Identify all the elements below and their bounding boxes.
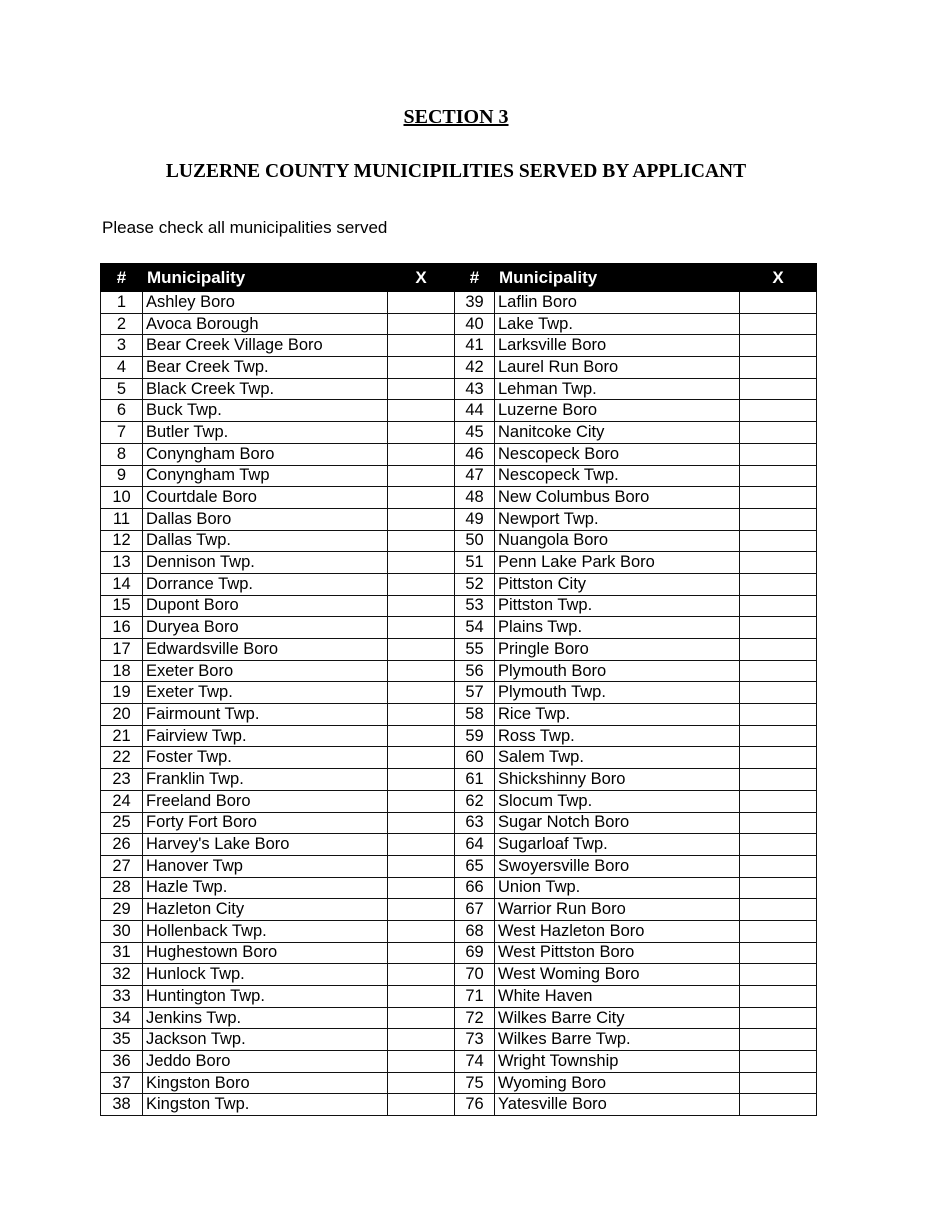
municipality-number-cell: 40 [455, 313, 495, 335]
municipality-number-cell: 52 [455, 573, 495, 595]
municipality-name-cell: Ashley Boro [143, 292, 388, 314]
municipality-name-cell: Ross Twp. [495, 725, 740, 747]
municipality-number-cell: 16 [101, 617, 143, 639]
table-row [101, 443, 817, 465]
municipality-number-cell: 2 [101, 313, 143, 335]
municipality-number-cell: 49 [455, 508, 495, 530]
municipality-number-cell: 15 [101, 595, 143, 617]
served-checkbox-cell[interactable] [740, 747, 817, 769]
table-row [101, 747, 817, 769]
municipality-name-cell: Penn Lake Park Boro [495, 552, 740, 574]
served-checkbox-cell[interactable] [388, 704, 455, 726]
municipality-name-cell: Dennison Twp. [143, 552, 388, 574]
served-checkbox-cell[interactable] [740, 530, 817, 552]
municipality-number-cell: 74 [455, 1051, 495, 1073]
table-row [101, 422, 817, 444]
served-checkbox-cell[interactable] [740, 1072, 817, 1094]
municipality-name-cell: Conyngham Twp [143, 465, 388, 487]
table-row [101, 920, 817, 942]
served-checkbox-cell[interactable] [388, 1051, 455, 1073]
served-checkbox-cell[interactable] [740, 487, 817, 509]
served-checkbox-cell[interactable] [740, 443, 817, 465]
served-checkbox-cell[interactable] [740, 1094, 817, 1116]
municipality-number-cell: 25 [101, 812, 143, 834]
municipality-number-cell: 41 [455, 335, 495, 357]
table-row [101, 335, 817, 357]
served-checkbox-cell[interactable] [740, 877, 817, 899]
municipality-number-cell: 27 [101, 855, 143, 877]
municipality-name-cell: Conyngham Boro [143, 443, 388, 465]
served-checkbox-cell[interactable] [388, 1094, 455, 1116]
served-checkbox-cell[interactable] [388, 530, 455, 552]
table-row [101, 769, 817, 791]
municipality-number-cell: 73 [455, 1029, 495, 1051]
served-checkbox-cell[interactable] [740, 422, 817, 444]
served-checkbox-cell[interactable] [388, 573, 455, 595]
table-row [101, 617, 817, 639]
table-row [101, 790, 817, 812]
served-checkbox-cell[interactable] [388, 855, 455, 877]
municipality-name-cell: Buck Twp. [143, 400, 388, 422]
served-checkbox-cell[interactable] [740, 834, 817, 856]
municipality-number-cell: 47 [455, 465, 495, 487]
municipality-name-cell: Laurel Run Boro [495, 357, 740, 379]
municipality-number-cell: 26 [101, 834, 143, 856]
municipality-number-cell: 69 [455, 942, 495, 964]
municipality-name-cell: Nescopeck Boro [495, 443, 740, 465]
municipality-name-cell: Salem Twp. [495, 747, 740, 769]
municipality-name-cell: Hughestown Boro [143, 942, 388, 964]
municipality-name-cell: Kingston Boro [143, 1072, 388, 1094]
served-checkbox-cell[interactable] [740, 595, 817, 617]
page-title: LUZERNE COUNTY MUNICIPILITIES SERVED BY APPLICANT [165, 161, 747, 182]
served-checkbox-cell[interactable] [388, 508, 455, 530]
served-checkbox-cell[interactable] [740, 292, 817, 314]
municipality-name-cell: Nescopeck Twp. [495, 465, 740, 487]
municipality-name-cell: Laflin Boro [495, 292, 740, 314]
municipality-number-cell: 54 [455, 617, 495, 639]
municipality-number-cell: 38 [101, 1094, 143, 1116]
municipality-name-cell: Fairview Twp. [143, 725, 388, 747]
municipality-number-cell: 30 [101, 920, 143, 942]
table-row [101, 1094, 817, 1116]
table-row [101, 357, 817, 379]
municipality-name-cell: Union Twp. [495, 877, 740, 899]
section-heading [0, 106, 912, 129]
section-heading-text: SECTION 3 [403, 106, 509, 128]
header-check-right: X [740, 264, 817, 292]
municipality-name-cell: Bear Creek Twp. [143, 357, 388, 379]
served-checkbox-cell[interactable] [388, 335, 455, 357]
municipality-name-cell: Huntington Twp. [143, 986, 388, 1008]
served-checkbox-cell[interactable] [388, 639, 455, 661]
served-checkbox-cell[interactable] [388, 595, 455, 617]
municipality-name-cell: Forty Fort Boro [143, 812, 388, 834]
served-checkbox-cell[interactable] [740, 400, 817, 422]
header-number-left: # [101, 264, 143, 292]
municipality-number-cell: 50 [455, 530, 495, 552]
municipality-name-cell: Dallas Boro [143, 508, 388, 530]
municipality-number-cell: 44 [455, 400, 495, 422]
served-checkbox-cell[interactable] [740, 899, 817, 921]
served-checkbox-cell[interactable] [740, 964, 817, 986]
served-checkbox-cell[interactable] [740, 855, 817, 877]
municipality-table-container [100, 263, 816, 1116]
municipality-name-cell: Nanitcoke City [495, 422, 740, 444]
municipality-name-cell: Jeddo Boro [143, 1051, 388, 1073]
municipality-number-cell: 53 [455, 595, 495, 617]
table-row [101, 465, 817, 487]
served-checkbox-cell[interactable] [740, 335, 817, 357]
served-checkbox-cell[interactable] [740, 790, 817, 812]
served-checkbox-cell[interactable] [740, 378, 817, 400]
served-checkbox-cell[interactable] [388, 725, 455, 747]
municipality-name-cell: Edwardsville Boro [143, 639, 388, 661]
served-checkbox-cell[interactable] [740, 812, 817, 834]
municipality-number-cell: 60 [455, 747, 495, 769]
municipality-name-cell: Hanover Twp [143, 855, 388, 877]
municipality-name-cell: Exeter Twp. [143, 682, 388, 704]
table-row [101, 1051, 817, 1073]
municipality-number-cell: 45 [455, 422, 495, 444]
served-checkbox-cell[interactable] [388, 400, 455, 422]
municipality-name-cell: Avoca Borough [143, 313, 388, 335]
municipality-number-cell: 63 [455, 812, 495, 834]
municipality-number-cell: 9 [101, 465, 143, 487]
municipality-number-cell: 35 [101, 1029, 143, 1051]
municipality-name-cell: Yatesville Boro [495, 1094, 740, 1116]
table-row [101, 725, 817, 747]
served-checkbox-cell[interactable] [388, 682, 455, 704]
table-row [101, 573, 817, 595]
served-checkbox-cell[interactable] [388, 357, 455, 379]
municipality-number-cell: 33 [101, 986, 143, 1008]
table-row [101, 595, 817, 617]
header-municipality-left: Municipality [143, 264, 388, 292]
municipality-number-cell: 46 [455, 443, 495, 465]
table-body [101, 292, 817, 1116]
served-checkbox-cell[interactable] [740, 313, 817, 335]
table-row [101, 899, 817, 921]
municipality-name-cell: Bear Creek Village Boro [143, 335, 388, 357]
header-municipality-right: Municipality [495, 264, 740, 292]
municipality-name-cell: Wilkes Barre City [495, 1007, 740, 1029]
municipality-number-cell: 36 [101, 1051, 143, 1073]
served-checkbox-cell[interactable] [388, 1072, 455, 1094]
municipality-number-cell: 5 [101, 378, 143, 400]
served-checkbox-cell[interactable] [740, 552, 817, 574]
municipality-name-cell: Swoyersville Boro [495, 855, 740, 877]
served-checkbox-cell[interactable] [388, 834, 455, 856]
served-checkbox-cell[interactable] [388, 942, 455, 964]
table-row [101, 704, 817, 726]
table-row [101, 964, 817, 986]
municipality-number-cell: 22 [101, 747, 143, 769]
municipality-number-cell: 14 [101, 573, 143, 595]
municipality-number-cell: 12 [101, 530, 143, 552]
municipality-name-cell: West Hazleton Boro [495, 920, 740, 942]
municipality-number-cell: 6 [101, 400, 143, 422]
table-row [101, 855, 817, 877]
municipality-number-cell: 4 [101, 357, 143, 379]
municipality-name-cell: Lehman Twp. [495, 378, 740, 400]
municipality-number-cell: 29 [101, 899, 143, 921]
served-checkbox-cell[interactable] [740, 986, 817, 1008]
municipality-number-cell: 18 [101, 660, 143, 682]
municipality-name-cell: Harvey's Lake Boro [143, 834, 388, 856]
served-checkbox-cell[interactable] [388, 899, 455, 921]
municipality-table [100, 263, 817, 1116]
municipality-name-cell: Freeland Boro [143, 790, 388, 812]
table-header-row [101, 264, 817, 292]
municipality-name-cell: Jackson Twp. [143, 1029, 388, 1051]
table-row [101, 400, 817, 422]
municipality-name-cell: Exeter Boro [143, 660, 388, 682]
municipality-number-cell: 28 [101, 877, 143, 899]
municipality-name-cell: Dallas Twp. [143, 530, 388, 552]
municipality-number-cell: 68 [455, 920, 495, 942]
municipality-number-cell: 66 [455, 877, 495, 899]
served-checkbox-cell[interactable] [740, 660, 817, 682]
municipality-name-cell: Sugarloaf Twp. [495, 834, 740, 856]
table-row [101, 942, 817, 964]
municipality-number-cell: 21 [101, 725, 143, 747]
municipality-number-cell: 75 [455, 1072, 495, 1094]
table-row [101, 834, 817, 856]
served-checkbox-cell[interactable] [740, 357, 817, 379]
served-checkbox-cell[interactable] [388, 812, 455, 834]
municipality-name-cell: Hazleton City [143, 899, 388, 921]
municipality-number-cell: 61 [455, 769, 495, 791]
municipality-name-cell: Slocum Twp. [495, 790, 740, 812]
municipality-number-cell: 3 [101, 335, 143, 357]
municipality-name-cell: White Haven [495, 986, 740, 1008]
header-number-right: # [455, 264, 495, 292]
header-check-left: X [388, 264, 455, 292]
municipality-number-cell: 55 [455, 639, 495, 661]
municipality-name-cell: Black Creek Twp. [143, 378, 388, 400]
served-checkbox-cell[interactable] [388, 487, 455, 509]
table-row [101, 877, 817, 899]
served-checkbox-cell[interactable] [740, 1051, 817, 1073]
served-checkbox-cell[interactable] [740, 573, 817, 595]
served-checkbox-cell[interactable] [740, 639, 817, 661]
table-row [101, 530, 817, 552]
served-checkbox-cell[interactable] [388, 313, 455, 335]
municipality-number-cell: 39 [455, 292, 495, 314]
served-checkbox-cell[interactable] [388, 617, 455, 639]
served-checkbox-cell[interactable] [388, 1029, 455, 1051]
municipality-name-cell: Larksville Boro [495, 335, 740, 357]
municipality-name-cell: Wilkes Barre Twp. [495, 1029, 740, 1051]
served-checkbox-cell[interactable] [388, 747, 455, 769]
municipality-number-cell: 34 [101, 1007, 143, 1029]
municipality-name-cell: West Woming Boro [495, 964, 740, 986]
municipality-number-cell: 7 [101, 422, 143, 444]
municipality-name-cell: Franklin Twp. [143, 769, 388, 791]
served-checkbox-cell[interactable] [740, 704, 817, 726]
municipality-number-cell: 42 [455, 357, 495, 379]
municipality-number-cell: 19 [101, 682, 143, 704]
table-row [101, 986, 817, 1008]
municipality-number-cell: 72 [455, 1007, 495, 1029]
municipality-name-cell: Plymouth Twp. [495, 682, 740, 704]
municipality-number-cell: 11 [101, 508, 143, 530]
served-checkbox-cell[interactable] [388, 552, 455, 574]
municipality-number-cell: 37 [101, 1072, 143, 1094]
municipality-number-cell: 58 [455, 704, 495, 726]
municipality-name-cell: Wright Township [495, 1051, 740, 1073]
served-checkbox-cell[interactable] [740, 1029, 817, 1051]
table-row [101, 1072, 817, 1094]
served-checkbox-cell[interactable] [388, 1007, 455, 1029]
municipality-number-cell: 23 [101, 769, 143, 791]
served-checkbox-cell[interactable] [740, 617, 817, 639]
municipality-name-cell: Nuangola Boro [495, 530, 740, 552]
municipality-name-cell: Lake Twp. [495, 313, 740, 335]
municipality-number-cell: 20 [101, 704, 143, 726]
municipality-name-cell: Dupont Boro [143, 595, 388, 617]
table-row [101, 313, 817, 335]
table-row [101, 639, 817, 661]
table-row [101, 508, 817, 530]
served-checkbox-cell[interactable] [388, 422, 455, 444]
municipality-name-cell: Courtdale Boro [143, 487, 388, 509]
municipality-number-cell: 56 [455, 660, 495, 682]
municipality-name-cell: West Pittston Boro [495, 942, 740, 964]
municipality-number-cell: 76 [455, 1094, 495, 1116]
table-row [101, 378, 817, 400]
served-checkbox-cell[interactable] [388, 443, 455, 465]
served-checkbox-cell[interactable] [740, 920, 817, 942]
municipality-name-cell: Rice Twp. [495, 704, 740, 726]
municipality-name-cell: Foster Twp. [143, 747, 388, 769]
table-row [101, 487, 817, 509]
municipality-number-cell: 71 [455, 986, 495, 1008]
municipality-number-cell: 8 [101, 443, 143, 465]
municipality-number-cell: 59 [455, 725, 495, 747]
municipality-name-cell: Kingston Twp. [143, 1094, 388, 1116]
served-checkbox-cell[interactable] [740, 682, 817, 704]
municipality-name-cell: Pittston City [495, 573, 740, 595]
municipality-number-cell: 1 [101, 292, 143, 314]
municipality-number-cell: 17 [101, 639, 143, 661]
served-checkbox-cell[interactable] [740, 769, 817, 791]
municipality-number-cell: 24 [101, 790, 143, 812]
municipality-name-cell: Sugar Notch Boro [495, 812, 740, 834]
served-checkbox-cell[interactable] [740, 1007, 817, 1029]
municipality-number-cell: 67 [455, 899, 495, 921]
municipality-name-cell: Pittston Twp. [495, 595, 740, 617]
municipality-name-cell: New Columbus Boro [495, 487, 740, 509]
served-checkbox-cell[interactable] [388, 292, 455, 314]
municipality-name-cell: Wyoming Boro [495, 1072, 740, 1094]
table-row [101, 1007, 817, 1029]
served-checkbox-cell[interactable] [388, 769, 455, 791]
served-checkbox-cell[interactable] [740, 465, 817, 487]
table-row [101, 552, 817, 574]
municipality-name-cell: Plains Twp. [495, 617, 740, 639]
municipality-name-cell: Luzerne Boro [495, 400, 740, 422]
municipality-number-cell: 70 [455, 964, 495, 986]
municipality-number-cell: 32 [101, 964, 143, 986]
table-row [101, 660, 817, 682]
served-checkbox-cell[interactable] [388, 378, 455, 400]
municipality-name-cell: Hollenback Twp. [143, 920, 388, 942]
table-row [101, 682, 817, 704]
municipality-number-cell: 31 [101, 942, 143, 964]
served-checkbox-cell[interactable] [740, 508, 817, 530]
municipality-number-cell: 64 [455, 834, 495, 856]
municipality-name-cell: Pringle Boro [495, 639, 740, 661]
served-checkbox-cell[interactable] [740, 725, 817, 747]
municipality-name-cell: Hazle Twp. [143, 877, 388, 899]
municipality-number-cell: 13 [101, 552, 143, 574]
table-row [101, 812, 817, 834]
table-row [101, 292, 817, 314]
served-checkbox-cell[interactable] [740, 942, 817, 964]
municipality-number-cell: 48 [455, 487, 495, 509]
municipality-name-cell: Butler Twp. [143, 422, 388, 444]
municipality-name-cell: Newport Twp. [495, 508, 740, 530]
municipality-name-cell: Fairmount Twp. [143, 704, 388, 726]
instructions-text: Please check all municipalities served [102, 218, 388, 237]
municipality-number-cell: 57 [455, 682, 495, 704]
municipality-number-cell: 43 [455, 378, 495, 400]
table-row [101, 1029, 817, 1051]
municipality-number-cell: 10 [101, 487, 143, 509]
municipality-name-cell: Plymouth Boro [495, 660, 740, 682]
served-checkbox-cell[interactable] [388, 877, 455, 899]
served-checkbox-cell[interactable] [388, 964, 455, 986]
served-checkbox-cell[interactable] [388, 920, 455, 942]
municipality-name-cell: Duryea Boro [143, 617, 388, 639]
municipality-number-cell: 65 [455, 855, 495, 877]
served-checkbox-cell[interactable] [388, 986, 455, 1008]
municipality-name-cell: Jenkins Twp. [143, 1007, 388, 1029]
municipality-number-cell: 51 [455, 552, 495, 574]
municipality-name-cell: Shickshinny Boro [495, 769, 740, 791]
served-checkbox-cell[interactable] [388, 660, 455, 682]
served-checkbox-cell[interactable] [388, 465, 455, 487]
municipality-name-cell: Hunlock Twp. [143, 964, 388, 986]
municipality-name-cell: Dorrance Twp. [143, 573, 388, 595]
municipality-name-cell: Warrior Run Boro [495, 899, 740, 921]
served-checkbox-cell[interactable] [388, 790, 455, 812]
municipality-number-cell: 62 [455, 790, 495, 812]
